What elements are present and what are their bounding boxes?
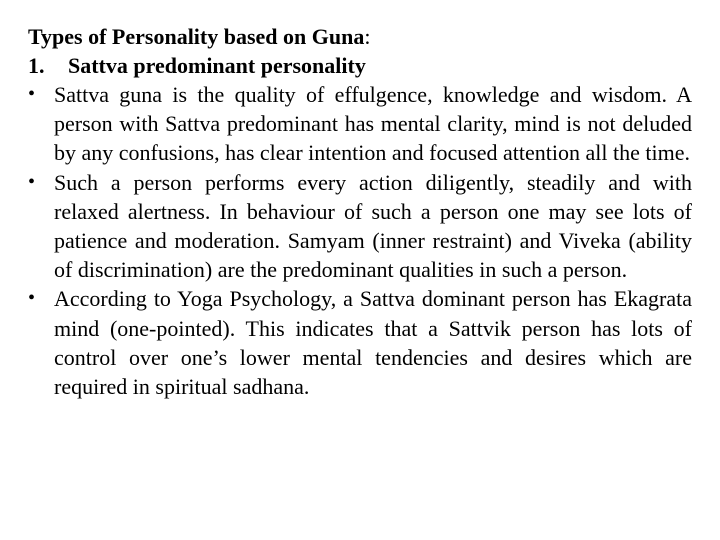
bullet-icon: • xyxy=(28,170,36,193)
bullet-icon: • xyxy=(28,83,36,105)
list-item xyxy=(28,284,692,401)
list-item xyxy=(28,168,692,285)
bullet-text: According to Yoga Psychology, a Sattva dominant person has Ekagrata mind (one-pointed). This indicates that a Sattvik person has lots of control over one’s lower mental tendencies and desires which are required in spiritual sadhana. xyxy=(54,286,692,400)
page-title xyxy=(28,22,692,51)
section-number: 1. xyxy=(28,53,45,78)
section-heading xyxy=(28,51,692,80)
list-item xyxy=(28,80,692,168)
bullet-text: Sattva guna is the quality of effulgence, knowledge and wisdom. A person with Sattva predominant has mental clarity, mind is not deluded by any confusions, has clear intention and focused attention all the time. xyxy=(54,82,692,166)
page-title-text: Types of Personality based on Guna xyxy=(28,24,365,49)
section-title: Sattva predominant personality xyxy=(68,53,366,78)
bullet-icon: • xyxy=(28,287,36,310)
bullet-list xyxy=(28,80,692,401)
page-title-colon: : xyxy=(364,24,371,49)
bullet-text: Such a person performs every action diligently, steadily and with relaxed alertness. In behaviour of such a person one may see lots of patience and moderation. Samyam (inner restraint) and Viveka (ability of discrimination) are the predominant qualities in such a person. xyxy=(54,169,692,283)
